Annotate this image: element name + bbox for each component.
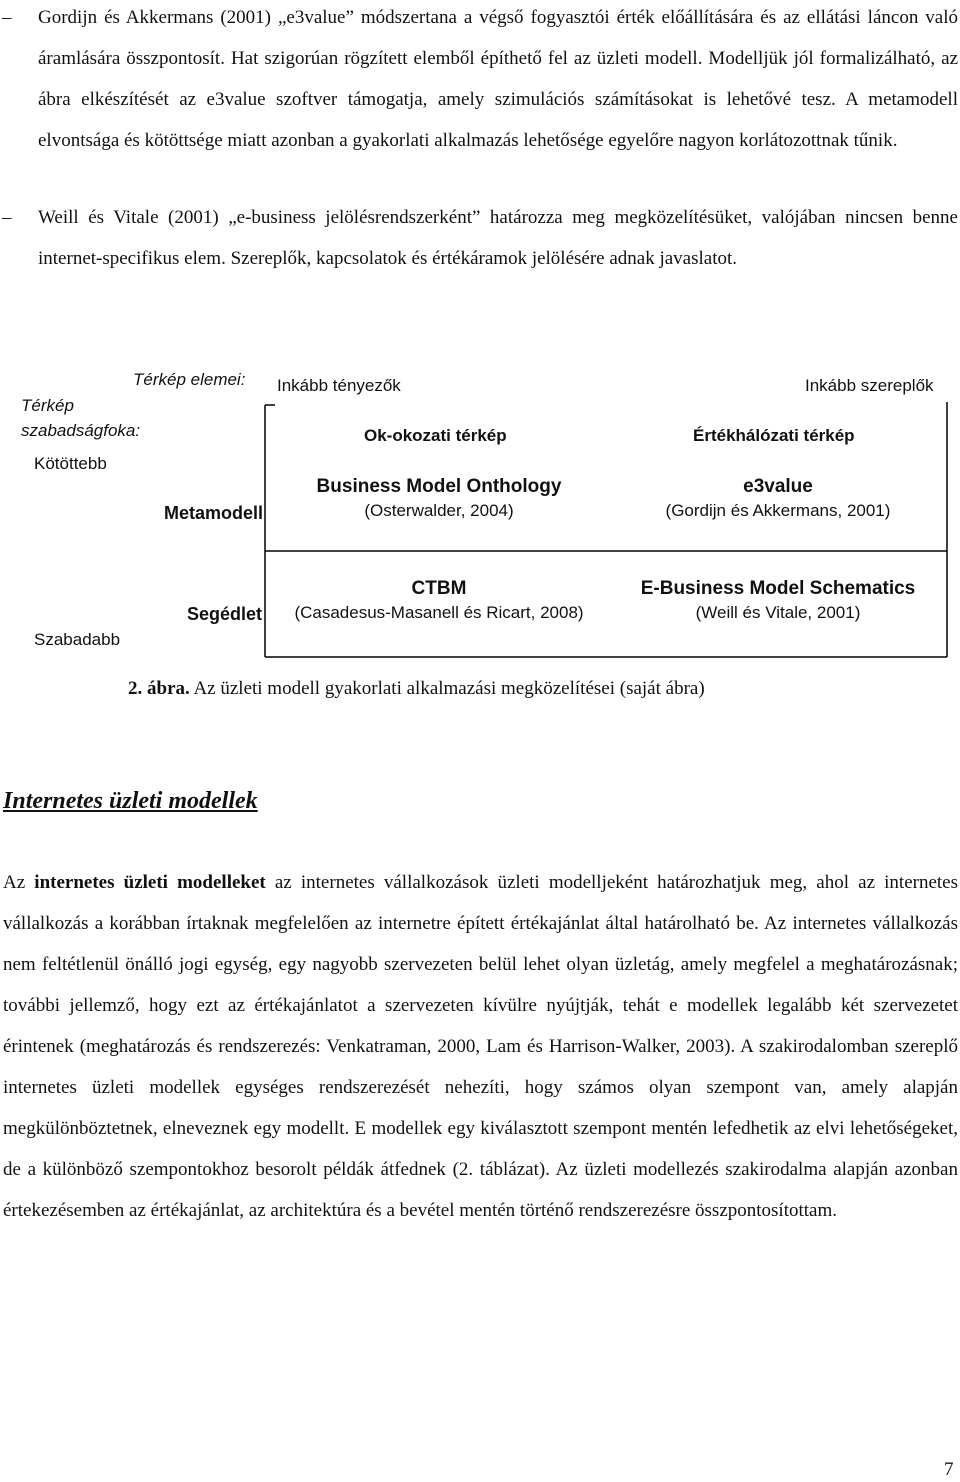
cell-source: (Gordijn és Akkermans, 2001) [665, 501, 891, 520]
dash-icon: – [2, 7, 12, 28]
bullet-text: Weill és Vitale (2001) „e-business jelölésrendszerként” határozza meg megközelítésüket, valójában nincsen benne internet-specifikus elem. Szereplők, kapcsolatok és értékáramok jelölésére adnak javaslatot. [38, 207, 958, 269]
cell-title: CTBM [411, 578, 467, 599]
cell-business-model-ontology [299, 476, 579, 521]
freedom-label-2: szabadságfoka: [21, 421, 141, 440]
row-label-aid: Segédlet [187, 604, 263, 624]
axis-label-free: Szabadabb [34, 630, 121, 649]
cell-ebusiness-schematics [628, 578, 928, 623]
figure-number: 2. ábra. [128, 678, 190, 699]
cell-title: e3value [743, 476, 813, 497]
column-header-actors: Inkább szereplők [805, 376, 934, 395]
cell-title: E-Business Model Schematics [640, 578, 916, 599]
paragraph-text: az internetes vállalkozások üzleti modelljeként határozhatjuk meg, ahol az internetes vállalkozás a korábban írtaknak megfelelően az internetre épített értékajánlat által határolható be. Az internetes vállalkozás nem feltétlenül önálló jogi egység, egy nagyobb szervezeten belül lehet olyan üzletág, amely megfelel a meghatározásnak; további jellemző, hogy ezt az értékajánlatot a szervezeten kívülre nyújtják, tehát e modellek legalább két szervezetet érintenek (meghatározás és rendszerezés: Venkatraman, 2000, Lam és Harrison-Walker, 2003). A szakirodalomban szereplő internetes üzleti modellek egységes rendszerezését nehezíti, hogy számos olyan szempont van, amely alapján megkülönböztetnek, elneveznek egy modellt. E modellek egy kiválasztott szempont mentén lefedhetik az elvi lehetőségeket, de a különböző szempontokhoz besorolt példák átfednek (2. táblázat). Az üzleti modellezés szakirodalma alapján azonban értekezésemben az értékajánlat, az architektúra és a bevétel mentén történő rendszerezésre összpontosítottam. [3, 872, 959, 1221]
column-sub-value-network-map: Értékhálózati térkép [693, 426, 855, 445]
dash-icon: – [2, 207, 12, 228]
section-heading: Internetes üzleti modellek [3, 788, 258, 814]
axis-label-constrained: Kötöttebb [34, 454, 107, 473]
cell-source: (Weill és Vitale, 2001) [695, 603, 861, 622]
bullet-text: Gordijn és Akkermans (2001) „e3value” módszertana a végső fogyasztói érték előállítására és az ellátási láncon való áramlására összpontosít. Hat szigorúan rögzített elemből építhető fel az üzleti modell. Modelljük jól formalizálható, az ábra elkészítését az e3value szoftver támogatja, amely szimulációs számításokat is lehetővé tesz. A metamodell elvontsága és kötöttsége miatt azonban a gyakorlati alkalmazás lehetősége egyelőre nagyon korlátozottnak tűnik. [38, 7, 958, 151]
caption-text: Az üzleti modell gyakorlati alkalmazási megközelítései (saját ábra) [189, 678, 705, 699]
column-sub-causal-map: Ok-okozati térkép [364, 426, 507, 445]
body-paragraph [3, 862, 958, 1231]
column-header-factors: Inkább tényezők [277, 376, 401, 395]
cell-source: (Casadesus-Masanell és Ricart, 2008) [294, 603, 584, 622]
paragraph-lead: Az [3, 872, 35, 893]
page-number: 7 [944, 1459, 954, 1480]
map-elements-label: Térkép elemei: [133, 370, 246, 389]
cell-source: (Osterwalder, 2004) [364, 501, 514, 520]
figure-caption [128, 678, 705, 700]
cell-title: Business Model Onthology [316, 476, 562, 497]
paragraph-bold-term: internetes üzleti modelleket [34, 872, 266, 893]
cell-ctbm [279, 578, 599, 623]
row-label-metamodel: Metamodell [164, 503, 264, 523]
freedom-label: Térkép [21, 396, 74, 415]
cell-e3value [648, 476, 908, 521]
